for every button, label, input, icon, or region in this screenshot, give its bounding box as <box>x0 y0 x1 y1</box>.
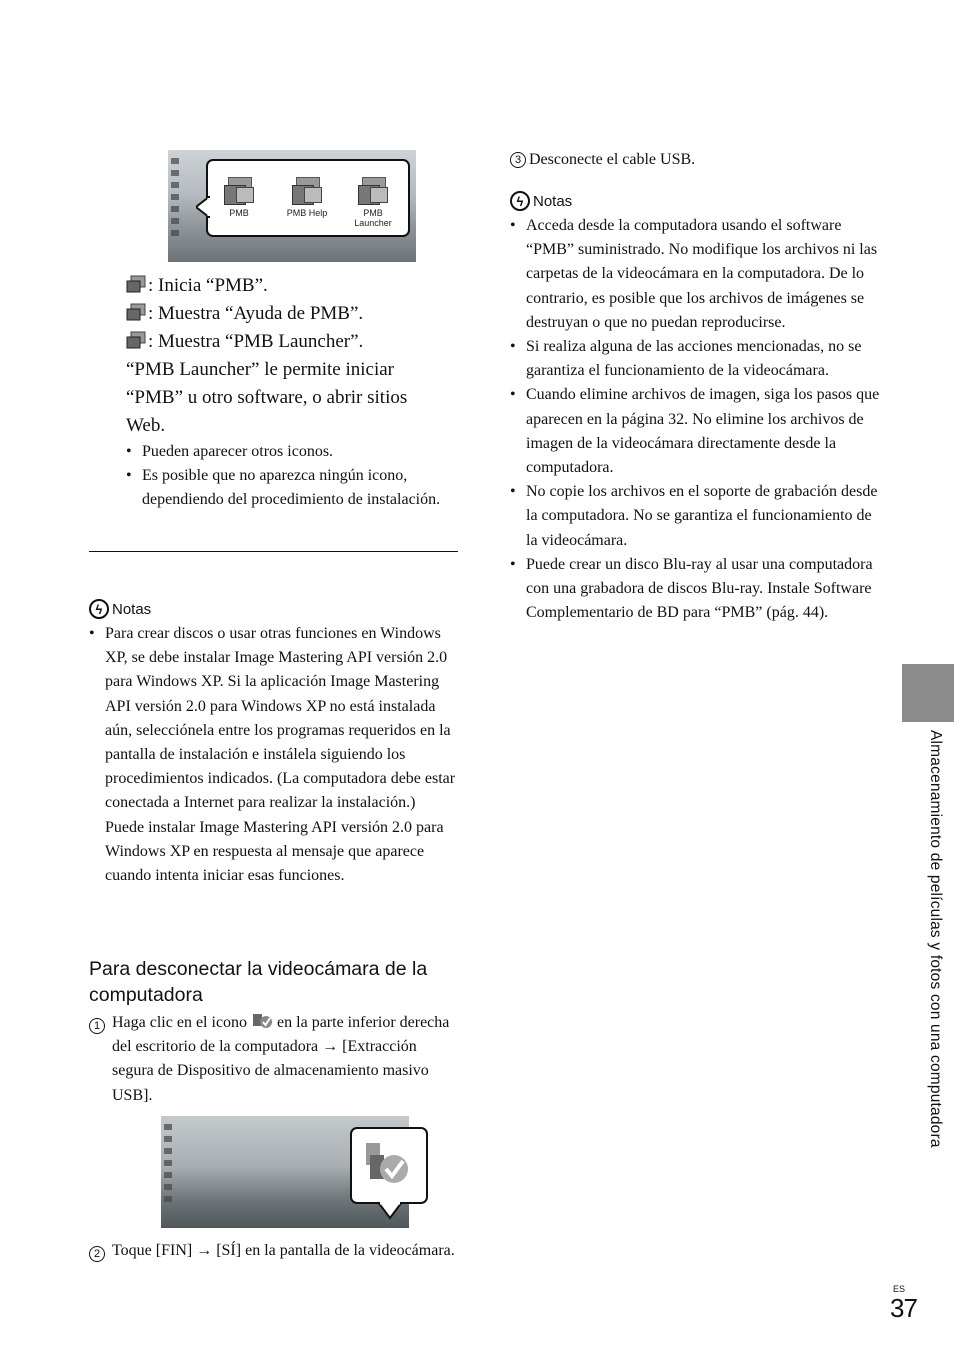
notes-icon: ϟ <box>510 191 530 211</box>
pmb-icon <box>126 275 148 293</box>
step-2: 2 Toque [FIN] → [SÍ] en la pantalla de la videocámara. <box>89 1239 461 1263</box>
legend-pmb-help: : Muestra “Ayuda de PMB”. <box>126 300 466 328</box>
arrow-icon: → <box>322 1038 339 1056</box>
list-item: • Acceda desde la computadora usando el software “PMB” suministrado. No modifique los archivos ni las carpetas de la videocámara en la computadora. De lo contrario, es posible que los archivos de imágenes se destruyan o que no puedan reproducirse. <box>510 214 882 335</box>
notes-icon: ϟ <box>89 599 109 619</box>
safely-remove-hardware-icon <box>352 1129 426 1202</box>
legend-pmb-launcher: : Muestra “PMB Launcher”. <box>126 328 466 356</box>
section-divider <box>89 551 458 552</box>
pmb-desktop-screenshot <box>168 150 416 262</box>
pmb-launcher-icon <box>344 175 402 228</box>
language-code: ES <box>893 1284 906 1294</box>
safely-remove-hardware-icon <box>251 1011 273 1029</box>
list-item: • Puede crear un disco Blu-ray al usar una computadora con una grabadora de discos Blu-ray. Instale Software Complementario de BD para “PMB” (pág. 44). <box>510 553 882 626</box>
top-left-bullets <box>126 440 456 513</box>
step-3: 3 Desconecte el cable USB. <box>510 148 882 172</box>
pmb-icon <box>210 175 268 218</box>
step-number-3: 3 <box>510 152 526 168</box>
chapter-tab <box>902 664 954 722</box>
step-1: 1 Haga clic en el icono en la parte inferior derecha del escritorio de la computadora → [Extracción segura de Dispositivo de almacenamiento masivo USB]. <box>89 1011 461 1108</box>
list-item: • Pueden aparecer otros iconos. <box>126 440 456 464</box>
launcher-description: “PMB Launcher” le permite iniciar “PMB” u otro software, o abrir sitios Web. <box>126 359 408 436</box>
pmb-icon-label: PMB <box>229 208 249 218</box>
step-number-1: 1 <box>89 1018 105 1034</box>
callout-pointer <box>196 196 210 218</box>
step-number-2: 2 <box>89 1246 105 1262</box>
list-item: • Si realiza alguna de las acciones mencionadas, no se garantiza el funcionamiento de la videocámara. <box>510 335 882 383</box>
section-heading: Para desconectar la videocámara de la computadora <box>89 958 428 1006</box>
pmb-help-icon <box>126 303 148 321</box>
list-item: • Para crear discos o usar otras funciones en Windows XP, se debe instalar Image Mastering API versión 2.0 para Windows XP. Si la aplicación Image Mastering API versión 2.0 para Windows XP no está instalada aún, selecciónela entre los programas requeridos en la pantalla de instalación e instálela siguiendo los procedimientos indicados. (La computadora debe estar conectada a Internet para realizar la instalación.) Puede instalar Image Mastering API versión 2.0 para Windows XP en respuesta al mensaje que aparece cuando intenta iniciar esas funciones. <box>89 622 458 888</box>
list-item: • Cuando elimine archivos de imagen, siga los pasos que aparecen en la página 32. No elimine los archivos de imagen de la videocámara directamente desde la computadora. <box>510 383 882 480</box>
icon-legend <box>126 272 466 440</box>
list-item: • No copie los archivos en el soporte de grabación desde la computadora. No se garantiza el funcionamiento de la videocámara. <box>510 480 882 553</box>
chapter-title: Almacenamiento de películas y fotos con una computadora <box>927 730 944 1148</box>
pmb-help-icon <box>278 175 336 218</box>
pmb-icons-callout <box>206 159 410 237</box>
list-item: • Es posible que no aparezca ningún icono, dependiendo del procedimiento de instalación. <box>126 464 456 512</box>
pmb-launcher-icon-label: PMB Launcher <box>354 208 392 228</box>
page-number: 37 <box>890 1293 917 1323</box>
right-notes-list <box>510 214 882 625</box>
arrow-icon: → <box>196 1242 213 1259</box>
left-notes-list <box>89 622 458 888</box>
legend-pmb: : Inicia “PMB”. <box>126 272 466 300</box>
notes-heading: ϟ Notas <box>510 189 572 213</box>
notes-heading: ϟ Notas <box>89 597 151 621</box>
taskbar-icon-callout <box>350 1127 428 1204</box>
callout-pointer <box>378 1202 402 1220</box>
pmb-launcher-icon <box>126 331 148 349</box>
pmb-help-icon-label: PMB Help <box>286 208 328 218</box>
